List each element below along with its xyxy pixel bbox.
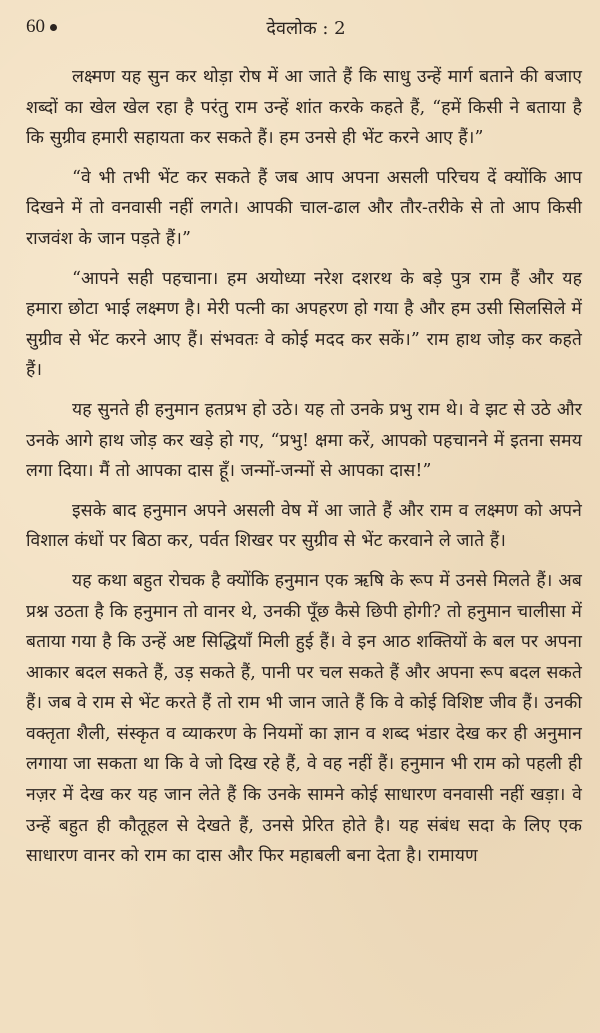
paragraph: “आपने सही पहचाना। हम अयोध्या नरेश दशरथ के बड़े पुत्र राम हैं और यह हमारा छोटा भाई लक्ष्मण है। मेरी पत्नी का अपहरण हो गया है और हम उसी सिलसिले में सुग्रीव से भेंट करने आए हैं। संभवतः वे कोई मदद कर सकें।” राम हाथ जोड़ कर कहते हैं। bbox=[26, 268, 582, 381]
paragraph: इसके बाद हनुमान अपने असली वेष में आ जाते हैं और राम व लक्ष्मण को अपने विशाल कंधों पर बिठा कर, पर्वत शिखर पर सुग्रीव से भेंट करवाने ले जाते हैं। bbox=[26, 500, 582, 552]
page-header bbox=[26, 16, 586, 46]
running-head: देवलोक : 2 bbox=[266, 18, 346, 39]
page-number-text: 60 bbox=[26, 16, 45, 37]
paragraph: लक्ष्मण यह सुन कर थोड़ा रोष में आ जाते हैं कि साधु उन्हें मार्ग बताने की बजाए शब्दों का खेल खेल रहा है परंतु राम उन्हें शांत करके कहते हैं, “हमें किसी ने बताया है कि सुग्रीव हमारी सहायता कर सकते हैं। हम उनसे ही भेंट करने आए हैं।” bbox=[26, 67, 582, 149]
body-text bbox=[26, 62, 582, 881]
paragraph: “वे भी तभी भेंट कर सकते हैं जब आप अपना असली परिचय दें क्योंकि आप दिखने में तो वनवासी नहीं लगते। आपकी चाल-ढाल और तौर-तरीके से तो आप किसी राजवंश के जान पड़ते हैं।” bbox=[26, 167, 582, 249]
paragraph: यह सुनते ही हनुमान हतप्रभ हो उठे। यह तो उनके प्रभु राम थे। वे झट से उठे और उनके आगे हाथ जोड़ कर खड़े हो गए, “प्रभु! क्षमा करें, आपको पहचानने में इतना समय लगा दिया। मैं तो आपका दास हूँ। जन्मों-जन्मों से आपका दास!” bbox=[26, 399, 582, 482]
paragraph: यह कथा बहुत रोचक है क्योंकि हनुमान एक ऋषि के रूप में उनसे मिलते हैं। अब प्रश्न उठता है कि हनुमान तो वानर थे, उनकी पूँछ कैसे छिपी होगी? तो हनुमान चालीसा में बताया गया है कि उन्हें अष्ट सिद्धियाँ मिली हुई हैं। वे इन आठ शक्तियों के बल पर अपना आकार बदल सकते हैं, उड़ सकते हैं, पानी पर चल सकते हैं और अपना रूप बदल सकते हैं। जब वे राम से भेंट करते हैं तो राम भी जान जाते हैं कि वे कोई विशिष्ट जीव हैं। उनकी वक्तृता शैली, संस्कृत व व्याकरण के नियमों का ज्ञान व शब्द भंडार देख कर ही अनुमान लगाया जा सकता था कि वे जो दिख रहे हैं, वे वह नहीं हैं। हनुमान भी राम को पहली ही नज़र में देख कर यह जान लेते हैं कि उनके सामने कोई साधारण वनवासी नहीं खड़ा। वे उन्हें बहुत ही कौतूहल से देखते हैं, उनसे प्रेरित होते है। यह संबंध सदा के लिए एक साधारण वानर को राम का दास और फिर महाबली बना देता है। रामायण bbox=[26, 570, 582, 867]
